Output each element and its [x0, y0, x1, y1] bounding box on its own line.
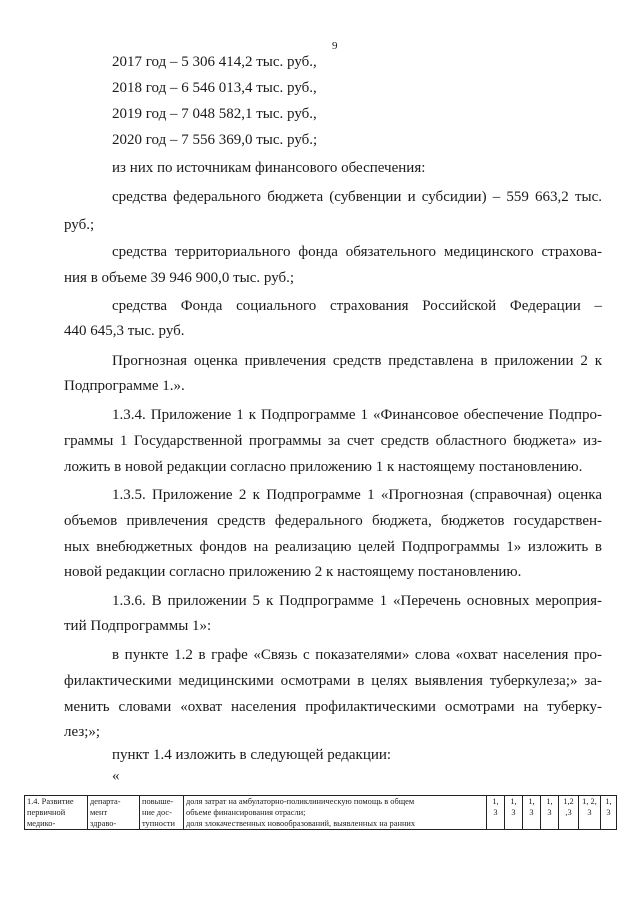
cell-line: 1, [546, 797, 553, 806]
clause-1-3-5: 1.3.5. Приложение 2 к Подпрограмме 1 «Прогнозная (справочная) оценка [112, 487, 602, 503]
cell-line: тупности [142, 819, 175, 828]
table-cell-indicators [184, 796, 487, 830]
cell-line: доля злокачественных новообразований, выявленных на ранних [186, 819, 416, 828]
table-cell-num [559, 796, 579, 830]
forecast-paragraph-cont: Подпрограмме 1.». [64, 378, 185, 394]
cell-line: ,3 [565, 808, 572, 817]
clause-1-3-6: 1.3.6. В приложении 5 к Подпрограмме 1 «Перечень основных мероприя- [112, 593, 602, 609]
territorial-fund-line-cont: ния в объеме 39 946 900,0 тыс. руб.; [64, 270, 295, 286]
cell-line: 1.4. Развитие [27, 797, 74, 806]
year-2017-line: 2017 год – 5 306 414,2 тыс. руб., [112, 54, 317, 70]
social-fund-line: средства Фонда социального страхования Российской Федерации – [112, 298, 602, 314]
cell-line: доля затрат на амбулаторно-поликлиническую помощь в общем [186, 797, 415, 806]
federal-budget-line: средства федерального бюджета (субвенции и субсидии) – 559 663,2 тыс. [112, 189, 602, 205]
item-1-2-cont3: лез;»; [64, 724, 101, 740]
clause-1-3-5-cont3: новой редакции согласно приложению 2 к настоящему постановлению. [64, 564, 522, 580]
clause-1-3-6-cont: тий Подпрограммы 1»: [64, 618, 212, 634]
cell-line: здраво- [90, 819, 117, 828]
cell-line: 1, [492, 797, 499, 806]
item-1-2-paragraph: в пункте 1.2 в графе «Связь с показателями» слова «охват населения про- [112, 647, 602, 663]
table-cell-num [579, 796, 601, 830]
sources-intro: из них по источникам финансового обеспечения: [112, 160, 426, 176]
cell-line: повыше- [142, 797, 174, 806]
clause-1-3-5-cont2: ных внебюджетных фондов на реализацию целей Подпрограммы 1» изложить в [64, 539, 602, 555]
cell-line: 3 [529, 808, 534, 817]
clause-1-3-4: 1.3.4. Приложение 1 к Подпрограмме 1 «Финансовое обеспечение Подпро- [112, 407, 602, 423]
measures-table [24, 795, 617, 830]
opening-quote: « [112, 768, 120, 784]
cell-line: ние дос- [142, 808, 172, 817]
item-1-2-cont1: филактическими медицинскими осмотрами в целях выявления туберкулеза;» за- [64, 673, 602, 689]
table-cell-result [140, 796, 184, 830]
table-cell-executor [88, 796, 140, 830]
year-2020-line: 2020 год – 7 556 369,0 тыс. руб.; [112, 132, 318, 148]
cell-line: департа- [90, 797, 121, 806]
cell-line: 3 [511, 808, 516, 817]
cell-line: 1,2 [563, 797, 574, 806]
cell-line: 3 [606, 808, 611, 817]
cell-line: 3 [547, 808, 552, 817]
cell-line: медико- [27, 819, 56, 828]
table-cell-num [487, 796, 505, 830]
table-cell-num [523, 796, 541, 830]
cell-line: 1, [605, 797, 612, 806]
clause-1-3-4-cont2: ложить в новой редакции согласно приложению 1 к настоящему постановлению. [64, 459, 583, 475]
table-row [25, 796, 617, 830]
table-cell-num [601, 796, 617, 830]
cell-line: 1, [528, 797, 535, 806]
clause-1-3-4-cont1: граммы 1 Государственной программы за счет средств областного бюджета» из- [64, 433, 602, 449]
cell-line: 3 [493, 808, 498, 817]
table-cell-num [505, 796, 523, 830]
cell-line: 1, [510, 797, 517, 806]
territorial-fund-line: средства территориального фонда обязательного медицинского страхова- [112, 244, 602, 260]
page-number: 9 [332, 40, 338, 52]
item-1-4-paragraph: пункт 1.4 изложить в следующей редакции: [112, 747, 392, 763]
cell-line: первичной [27, 808, 66, 817]
table-cell-num [541, 796, 559, 830]
clause-1-3-5-cont1: объемов привлечения средств федерального бюджета, бюджетов государствен- [64, 513, 602, 529]
social-fund-line-cont: 440 645,3 тыс. руб. [64, 323, 185, 339]
cell-line: мент [90, 808, 108, 817]
table-cell-activity [25, 796, 88, 830]
item-1-2-cont2: менить словами «охват населения профилактическими осмотрами на туберку- [64, 699, 602, 715]
cell-line: 3 [587, 808, 592, 817]
forecast-paragraph: Прогнозная оценка привлечения средств представлена в приложении 2 к [112, 353, 602, 369]
cell-line: 1, 2, [582, 797, 597, 806]
year-2019-line: 2019 год – 7 048 582,1 тыс. руб., [112, 106, 317, 122]
year-2018-line: 2018 год – 6 546 013,4 тыс. руб., [112, 80, 317, 96]
federal-budget-line-cont: руб.; [64, 217, 95, 233]
cell-line: объеме финансирования отрасли; [186, 808, 306, 817]
